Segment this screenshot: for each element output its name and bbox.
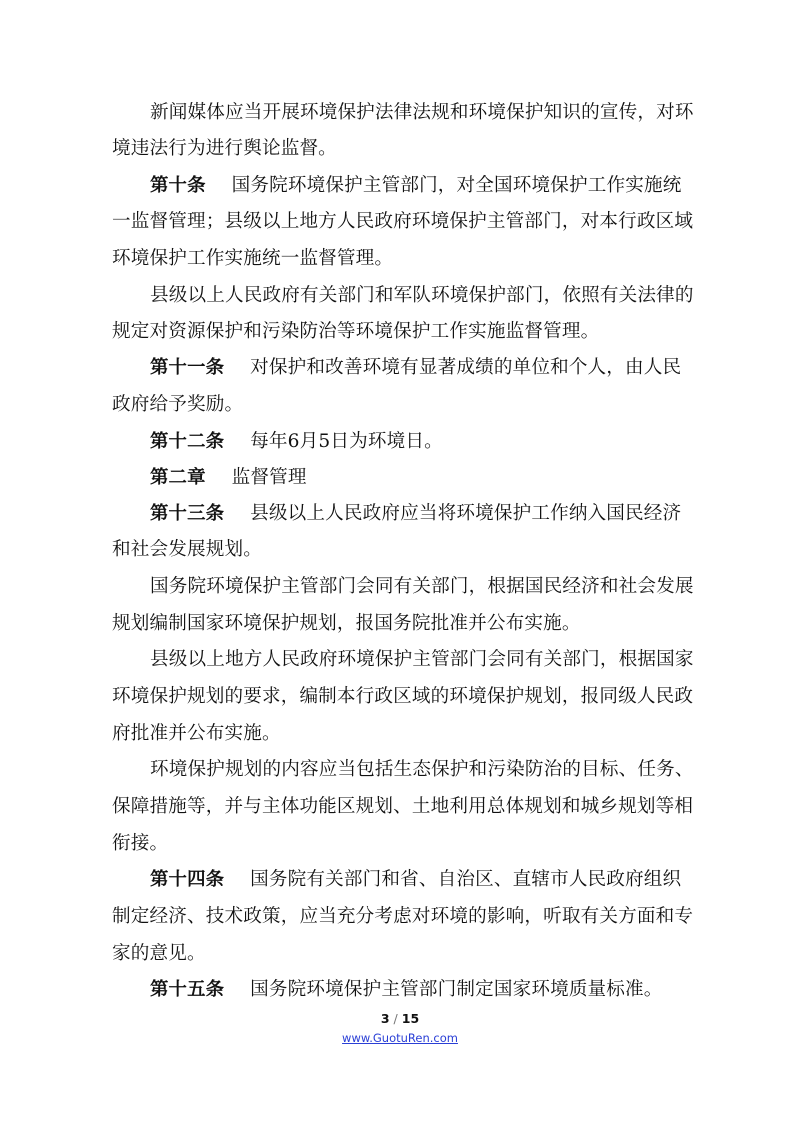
line-text: 规定对资源保护和污染防治等环境保护工作实施监督管理。: [112, 321, 600, 342]
text-line: [112, 391, 712, 419]
text-line: [112, 903, 712, 931]
text-line: [150, 866, 750, 894]
line-text: 国务院有关部门和省、自治区、直辖市人民政府组织: [250, 869, 682, 890]
text-line: [150, 573, 750, 601]
line-text: 国务院环境保护主管部门会同有关部门，根据国民经济和社会发展: [150, 576, 694, 597]
chapter-line: [150, 464, 750, 492]
page-separator: /: [393, 1011, 398, 1026]
article-heading: 第十三条: [150, 503, 225, 524]
line-text: 保障措施等，并与主体功能区规划、土地利用总体规划和城乡规划等相: [112, 796, 694, 817]
current-page: 3: [380, 1011, 390, 1026]
article-heading: 第十条: [150, 175, 206, 196]
text-line: [112, 208, 712, 236]
footer-website: [0, 1031, 800, 1045]
text-line: [150, 756, 750, 784]
text-line: [112, 683, 712, 711]
text-line: [150, 354, 750, 382]
line-text: 每年6月5日为环境日。: [250, 431, 443, 452]
article-heading: 第十一条: [150, 357, 225, 378]
page-number: [0, 1011, 800, 1026]
line-text: 县级以上地方人民政府环境保护主管部门会同有关部门，根据国家: [150, 649, 694, 670]
text-line: [112, 135, 712, 163]
line-text: 制定经济、技术政策，应当充分考虑对环境的影响，听取有关方面和专: [112, 906, 694, 927]
line-text: 政府给予奖励。: [112, 394, 244, 415]
text-line: [112, 793, 712, 821]
line-text: 家的意见。: [112, 943, 206, 964]
line-text: 国务院环境保护主管部门，对全国环境保护工作实施统: [231, 175, 682, 196]
line-text: 府批准并公布实施。: [112, 723, 281, 744]
chapter-heading: 第二章: [150, 467, 206, 488]
text-line: [112, 245, 712, 273]
text-line: [112, 318, 712, 346]
text-line: [150, 282, 750, 310]
text-line: [150, 976, 750, 1004]
line-text: 境违法行为进行舆论监督。: [112, 138, 337, 159]
line-text: 规划编制国家环境保护规划，报国务院批准并公布实施。: [112, 613, 581, 634]
text-line: [150, 172, 750, 200]
line-text: 环境保护工作实施统一监督管理。: [112, 248, 394, 269]
text-line: [112, 940, 712, 968]
line-text: 环境保护规划的要求，编制本行政区域的环境保护规划，报同级人民政: [112, 686, 694, 707]
text-line: [150, 500, 750, 528]
chapter-title: 监督管理: [231, 467, 307, 488]
line-text: 和社会发展规划。: [112, 539, 262, 560]
article-heading: 第十四条: [150, 869, 225, 890]
text-line: [150, 428, 750, 456]
total-pages: 15: [401, 1011, 420, 1026]
line-text: 衔接。: [112, 833, 169, 854]
line-text: 一监督管理；县级以上地方人民政府环境保护主管部门，对本行政区域: [112, 211, 694, 232]
text-line: [112, 536, 712, 564]
line-text: 国务院环境保护主管部门制定国家环境质量标准。: [250, 979, 663, 1000]
text-line: [112, 720, 712, 748]
website-link[interactable]: www.GuotuRen.com: [342, 1031, 458, 1045]
line-text: 新闻媒体应当开展环境保护法律法规和环境保护知识的宣传，对环: [150, 102, 694, 123]
line-text: 县级以上人民政府应当将环境保护工作纳入国民经济: [250, 503, 682, 524]
text-line: [112, 830, 712, 858]
article-heading: 第十二条: [150, 431, 225, 452]
line-text: 对保护和改善环境有显著成绩的单位和个人，由人民: [250, 357, 682, 378]
line-text: 环境保护规划的内容应当包括生态保护和污染防治的目标、任务、: [150, 759, 694, 780]
text-line: [112, 610, 712, 638]
text-line: [150, 99, 750, 127]
text-line: [150, 646, 750, 674]
article-heading: 第十五条: [150, 979, 225, 1000]
line-text: 县级以上人民政府有关部门和军队环境保护部门，依照有关法律的: [150, 285, 694, 306]
